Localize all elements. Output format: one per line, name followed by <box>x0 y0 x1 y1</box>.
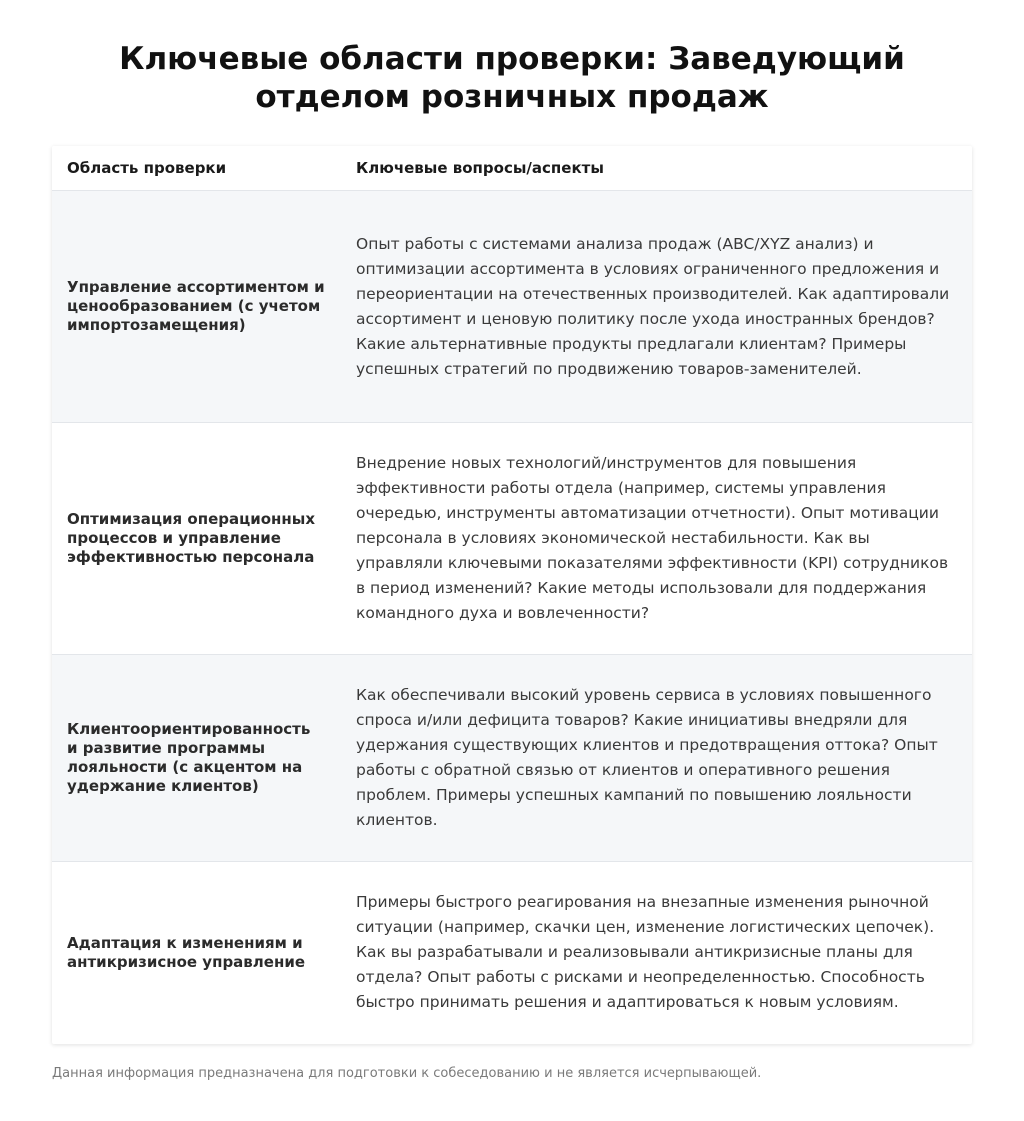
page-title: Ключевые области проверки: Заведующий отделом розничных продаж <box>119 41 905 115</box>
row-details: Внедрение новых технологий/инструментов для повышения эффективности работы отдела (например, системы управления очередью, инструменты автоматизации отчетности). Опыт мотивации персонала в условиях экономической нестабильности. Как вы управляли ключевыми показателями эффективности (KPI) сотрудников в период изменений? Какие методы использовали для поддержания командного духа и вовлеченности? <box>341 423 972 655</box>
row-details: Опыт работы с системами анализа продаж (ABC/XYZ анализ) и оптимизации ассортимента в условиях ограниченного предложения и переориентации на отечественных производителей. Как адаптировали ассортимент и ценовую политику после ухода иностранных брендов? Какие альтернативные продукты предлагали клиентам? Примеры успешных стратегий по продвижению товаров-заменителей. <box>341 191 972 423</box>
table-row <box>52 862 972 1044</box>
review-areas-table <box>52 146 972 1044</box>
table-row <box>52 191 972 423</box>
header-details: Ключевые вопросы/аспекты <box>341 146 972 191</box>
row-details: Примеры быстрого реагирования на внезапные изменения рыночной ситуации (например, скачки цен, изменение логистических цепочек). Как вы разрабатывали и реализовывали антикризисные планы для отдела? Опыт работы с рисками и неопределенностью. Способность быстро принимать решения и адаптироваться к новым условиям. <box>356 893 935 1012</box>
row-details: Как обеспечивали высокий уровень сервиса в условиях повышенного спроса и/или дефицита товаров? Какие инициативы внедряли для удержания существующих клиентов и предотвращения оттока? Опыт работы с обратной связью от клиентов и оперативного решения проблем. Примеры успешных кампаний по повышению лояльности клиентов. <box>341 655 972 862</box>
row-area: Клиентоориентированность и развитие программы лояльности (с акцентом на удержание клиентов) <box>52 655 341 862</box>
row-area: Управление ассортиментом и ценообразованием (с учетом импортозамещения) <box>52 191 341 423</box>
header-area: Область проверки <box>52 146 341 191</box>
table-row <box>52 655 972 862</box>
footnote: Данная информация предназначена для подготовки к собеседованию и не является исчерпывающей. <box>52 1066 762 1081</box>
row-area: Оптимизация операционных процессов и управление эффективностью персонала <box>52 423 341 655</box>
row-area: Адаптация к изменениям и антикризисное управление <box>67 933 306 971</box>
review-areas-table-card <box>52 146 972 1044</box>
table-row <box>52 423 972 655</box>
table-header-row <box>52 146 972 191</box>
